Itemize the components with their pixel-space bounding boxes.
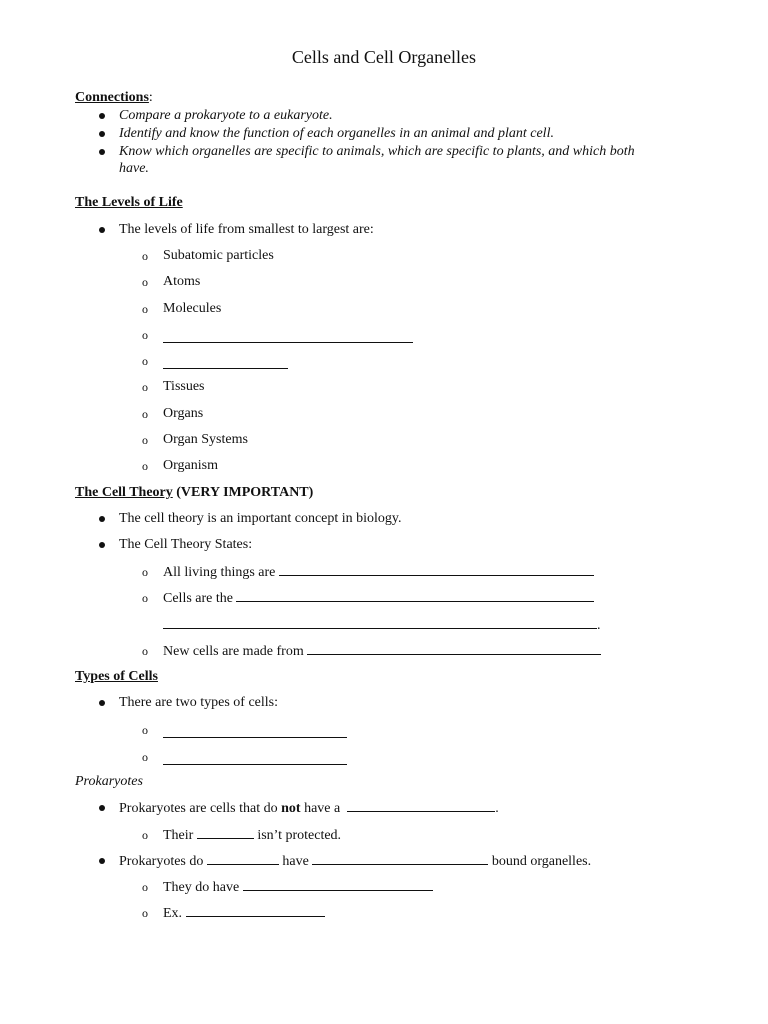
text-period: . [495,801,499,816]
circle-bullet-icon: o [142,380,148,394]
blank-line [163,356,288,369]
types-heading: Types of Cells [75,669,158,684]
blank-line [236,589,594,602]
circle-bullet-icon: o [142,644,148,658]
bullet-icon [99,700,105,706]
bullet-icon [99,542,105,548]
text-segment: Prokaryotes are cells that do [119,801,278,816]
statement-period: . [597,618,601,633]
bullet-icon [99,131,105,137]
text-segment: have a [304,801,341,816]
levels-heading: The Levels of Life [75,195,183,210]
bold-word: not [281,801,301,816]
level-item: Organism [163,458,218,473]
blank-line [163,752,347,765]
blank-line [347,799,495,812]
circle-bullet-icon: o [142,880,148,894]
level-item: Molecules [163,301,222,316]
prokaryotes-bullet [119,852,591,871]
blank-line [163,616,597,629]
page-title: Cells and Cell Organelles [291,47,477,67]
statement-text: All living things are [163,565,276,580]
bullet-icon [99,805,105,811]
connections-item: Compare a prokaryote to a eukaryote. [119,108,333,123]
prokaryotes-sub [163,878,433,897]
text-segment: isn’t protected. [257,828,342,843]
bullet-icon [99,858,105,864]
prokaryotes-sub [163,826,341,845]
cell-theory-statement [163,642,601,661]
level-item: Tissues [163,379,205,394]
connections-item-cont: have. [119,161,149,176]
blank-line [307,642,601,655]
cell-theory-statement [163,563,594,582]
prokaryotes-heading: Prokaryotes [75,774,143,789]
circle-bullet-icon: o [142,906,148,920]
circle-bullet-icon: o [142,565,148,579]
bullet-icon [99,516,105,522]
circle-bullet-icon: o [142,275,148,289]
types-bullet: There are two types of cells: [119,695,278,710]
circle-bullet-icon: o [142,828,148,842]
circle-bullet-icon: o [142,433,148,447]
connections-item: Know which organelles are specific to animals, which are specific to plants, and which both [119,144,635,159]
blank-line [186,904,325,917]
text-segment: have [282,854,309,869]
circle-bullet-icon: o [142,302,148,316]
text-segment: Their [163,828,194,843]
prokaryotes-bullet [119,799,499,818]
connections-item: Identify and know the function of each organelles in an animal and plant cell. [119,126,554,141]
blank-line [163,725,347,738]
cell-theory-heading: The Cell Theory [75,485,173,500]
levels-intro: The levels of life from smallest to largest are: [119,222,374,237]
circle-bullet-icon: o [142,750,148,764]
bullet-icon [99,227,105,233]
statement-text: Cells are the [163,591,233,606]
cell-theory-bullet: The cell theory is an important concept in biology. [119,511,402,526]
level-item: Subatomic particles [163,248,274,263]
cell-theory-statement [163,589,594,608]
circle-bullet-icon: o [142,459,148,473]
blank-line [163,330,413,343]
blank-line [207,852,279,865]
circle-bullet-icon: o [142,407,148,421]
statement-text: New cells are made from [163,644,304,659]
circle-bullet-icon: o [142,249,148,263]
prokaryotes-sub [163,904,325,923]
circle-bullet-icon: o [142,328,148,342]
circle-bullet-icon: o [142,591,148,605]
connections-heading-line [75,89,153,107]
cell-theory-statement-cont [163,616,601,635]
cell-theory-note: (VERY IMPORTANT) [176,485,314,500]
bullet-icon [99,113,105,119]
cell-theory-heading-line [75,484,313,502]
level-item: Atoms [163,274,201,289]
connections-colon: : [148,90,153,105]
level-item: Organ Systems [163,432,248,447]
blank-line [312,852,488,865]
blank-line [243,878,433,891]
blank-line [197,826,254,839]
text-segment: Prokaryotes do [119,854,204,869]
text-segment: bound organelles. [491,854,592,869]
circle-bullet-icon: o [142,354,148,368]
text-segment: They do have [163,880,240,895]
connections-heading: Connections [75,90,149,105]
cell-theory-bullet: The Cell Theory States: [119,537,253,552]
blank-line [279,563,594,576]
circle-bullet-icon: o [142,723,148,737]
level-item: Organs [163,406,204,421]
bullet-icon [99,149,105,155]
text-segment: Ex. [163,906,183,921]
